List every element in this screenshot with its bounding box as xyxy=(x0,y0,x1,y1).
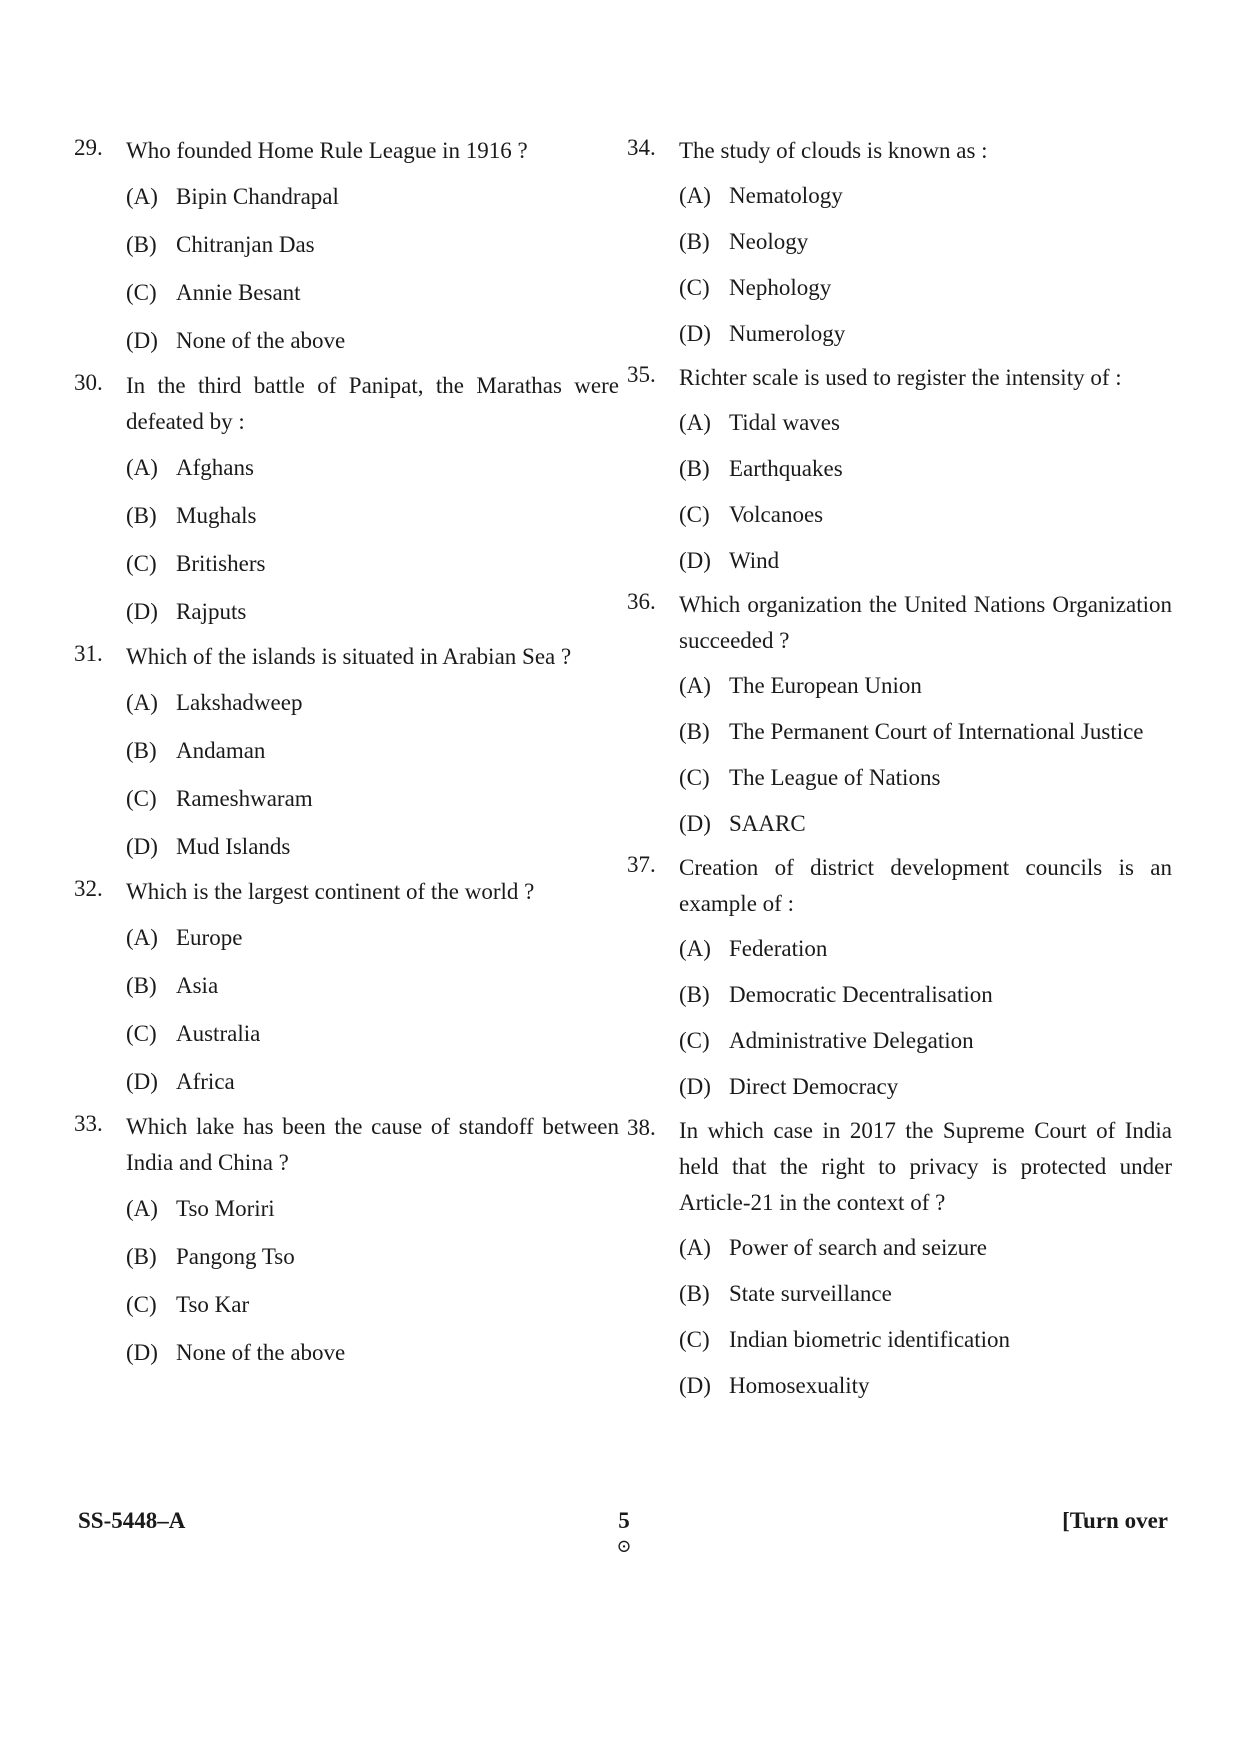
answer-option xyxy=(627,1064,1172,1110)
answer-option xyxy=(627,538,1172,584)
option-label: (B) xyxy=(126,503,157,528)
answer-option xyxy=(627,926,1172,972)
question-stem xyxy=(74,636,619,679)
option-label: (B) xyxy=(679,229,710,254)
question-number: 30. xyxy=(74,370,103,395)
answer-option xyxy=(74,1329,619,1377)
option-label: (A) xyxy=(679,183,711,208)
option-text: Afghans xyxy=(176,455,254,480)
question-text: The study of clouds is known as : xyxy=(679,138,988,163)
question-stem xyxy=(74,871,619,914)
question-number: 33. xyxy=(74,1111,103,1136)
option-label: (D) xyxy=(679,1074,711,1099)
question-36 xyxy=(627,584,1172,847)
question-stem xyxy=(627,1110,1172,1225)
question-number: 35. xyxy=(627,362,656,387)
question-number: 38. xyxy=(627,1115,656,1140)
option-label: (B) xyxy=(679,719,710,744)
question-stem xyxy=(74,365,619,444)
option-label: (C) xyxy=(679,1028,710,1053)
option-label: (C) xyxy=(126,280,157,305)
answer-option xyxy=(74,444,619,492)
option-label: (A) xyxy=(679,410,711,435)
question-number: 37. xyxy=(627,852,656,877)
option-label: (C) xyxy=(679,502,710,527)
option-label: (D) xyxy=(679,321,711,346)
question-31 xyxy=(74,636,619,871)
answer-option xyxy=(627,801,1172,847)
option-text: Andaman xyxy=(176,738,266,763)
option-text: Rajputs xyxy=(176,599,247,624)
option-text: Africa xyxy=(176,1069,235,1094)
question-number: 34. xyxy=(627,135,656,160)
answer-option xyxy=(627,492,1172,538)
question-stem xyxy=(74,130,619,173)
option-label: (A) xyxy=(679,936,711,961)
option-label: (D) xyxy=(679,1373,711,1398)
page-mark-icon: ⊙ xyxy=(616,1536,632,1556)
option-text: Democratic Decentralisation xyxy=(729,982,993,1007)
turn-over-note: [Turn over xyxy=(1062,1508,1168,1533)
answer-option xyxy=(627,219,1172,265)
option-label: (B) xyxy=(126,738,157,763)
option-text: State surveillance xyxy=(729,1281,892,1306)
option-label: (A) xyxy=(126,184,158,209)
option-label: (C) xyxy=(679,1327,710,1352)
option-text: Lakshadweep xyxy=(176,690,303,715)
option-text: Bipin Chandrapal xyxy=(176,184,339,209)
question-number: 31. xyxy=(74,641,103,666)
page-number: 5 xyxy=(618,1508,630,1533)
question-text: In which case in 2017 the Supreme Court of India held that the right to privacy is protected under Article-21 in the context of ? xyxy=(679,1118,1172,1215)
option-text: None of the above xyxy=(176,1340,346,1365)
question-stem xyxy=(74,1106,619,1185)
answer-option xyxy=(74,1233,619,1281)
option-text: Volcanoes xyxy=(729,502,824,527)
option-label: (D) xyxy=(126,599,158,624)
option-text: Tidal waves xyxy=(729,410,840,435)
option-text: The League of Nations xyxy=(729,765,941,790)
answer-option xyxy=(74,269,619,317)
answer-option xyxy=(627,755,1172,801)
option-label: (B) xyxy=(126,232,157,257)
option-label: (B) xyxy=(679,1281,710,1306)
option-label: (D) xyxy=(126,834,158,859)
answer-option xyxy=(627,1271,1172,1317)
answer-option xyxy=(74,221,619,269)
option-label: (D) xyxy=(126,1340,158,1365)
option-text: Pangong Tso xyxy=(176,1244,295,1269)
answer-option xyxy=(74,540,619,588)
option-text: Federation xyxy=(729,936,828,961)
answer-option xyxy=(74,823,619,871)
option-label: (D) xyxy=(679,548,711,573)
answer-option xyxy=(74,727,619,775)
question-text: Which of the islands is situated in Arabian Sea ? xyxy=(126,644,572,669)
option-text: Asia xyxy=(176,973,219,998)
option-label: (C) xyxy=(126,1021,157,1046)
question-text: In the third battle of Panipat, the Marathas were defeated by : xyxy=(126,373,619,434)
answer-option xyxy=(627,173,1172,219)
question-stem xyxy=(627,357,1172,400)
option-label: (C) xyxy=(679,275,710,300)
paper-code: SS-5448–A xyxy=(78,1508,186,1533)
option-text: Direct Democracy xyxy=(729,1074,899,1099)
question-stem xyxy=(627,847,1172,926)
answer-option xyxy=(74,1010,619,1058)
option-label: (D) xyxy=(126,1069,158,1094)
option-text: Annie Besant xyxy=(176,280,301,305)
answer-option xyxy=(627,972,1172,1018)
question-text: Richter scale is used to register the intensity of : xyxy=(679,365,1122,390)
answer-option xyxy=(627,1018,1172,1064)
option-text: Nematology xyxy=(729,183,843,208)
question-stem xyxy=(627,130,1172,173)
answer-option xyxy=(74,962,619,1010)
answer-option xyxy=(74,173,619,221)
question-number: 32. xyxy=(74,876,103,901)
answer-option xyxy=(627,663,1172,709)
option-text: Homosexuality xyxy=(729,1373,870,1398)
option-text: Wind xyxy=(729,548,780,573)
option-text: Tso Moriri xyxy=(176,1196,275,1221)
option-text: Power of search and seizure xyxy=(729,1235,987,1260)
question-text: Which lake has been the cause of standoff between India and China ? xyxy=(126,1114,619,1175)
option-label: (A) xyxy=(126,690,158,715)
option-label: (B) xyxy=(679,456,710,481)
option-text: Britishers xyxy=(176,551,266,576)
answer-option xyxy=(74,1185,619,1233)
answer-option xyxy=(74,588,619,636)
answer-option xyxy=(74,1281,619,1329)
answer-option xyxy=(74,317,619,365)
option-text: Europe xyxy=(176,925,243,950)
option-text: None of the above xyxy=(176,328,346,353)
answer-option xyxy=(627,446,1172,492)
option-text: Mud Islands xyxy=(176,834,291,859)
question-30 xyxy=(74,365,619,636)
option-label: (D) xyxy=(679,811,711,836)
option-text: Numerology xyxy=(729,321,846,346)
answer-option xyxy=(74,914,619,962)
question-32 xyxy=(74,871,619,1106)
option-label: (B) xyxy=(679,982,710,1007)
question-text: Who founded Home Rule League in 1916 ? xyxy=(126,138,528,163)
option-text: The Permanent Court of International Justice xyxy=(729,719,1144,744)
option-label: (C) xyxy=(679,765,710,790)
left-column xyxy=(74,130,619,1377)
option-label: (A) xyxy=(126,1196,158,1221)
option-label: (A) xyxy=(126,925,158,950)
option-label: (B) xyxy=(126,973,157,998)
option-label: (C) xyxy=(126,786,157,811)
option-text: Neology xyxy=(729,229,809,254)
option-text: Indian biometric identification xyxy=(729,1327,1011,1352)
option-text: Rameshwaram xyxy=(176,786,313,811)
option-label: (D) xyxy=(126,328,158,353)
question-34 xyxy=(627,130,1172,357)
answer-option xyxy=(74,679,619,727)
question-text: Which is the largest continent of the world ? xyxy=(126,879,535,904)
option-text: Chitranjan Das xyxy=(176,232,315,257)
answer-option xyxy=(627,265,1172,311)
right-column xyxy=(627,130,1172,1409)
question-33 xyxy=(74,1106,619,1377)
question-35 xyxy=(627,357,1172,584)
question-text: Which organization the United Nations Organization succeeded ? xyxy=(679,592,1172,653)
option-label: (C) xyxy=(126,551,157,576)
question-stem xyxy=(627,584,1172,663)
question-number: 29. xyxy=(74,135,103,160)
option-label: (A) xyxy=(679,673,711,698)
question-text: Creation of district development councils is an example of : xyxy=(679,855,1172,916)
answer-option xyxy=(627,1225,1172,1271)
option-text: Administrative Delegation xyxy=(729,1028,974,1053)
option-label: (A) xyxy=(126,455,158,480)
option-text: Mughals xyxy=(176,503,257,528)
answer-option xyxy=(627,1317,1172,1363)
option-text: Tso Kar xyxy=(176,1292,250,1317)
option-text: SAARC xyxy=(729,811,806,836)
option-text: Earthquakes xyxy=(729,456,843,481)
answer-option xyxy=(627,311,1172,357)
answer-option xyxy=(627,709,1172,755)
option-label: (A) xyxy=(679,1235,711,1260)
option-label: (B) xyxy=(126,1244,157,1269)
option-text: Australia xyxy=(176,1021,261,1046)
option-text: Nephology xyxy=(729,275,832,300)
answer-option xyxy=(74,1058,619,1106)
question-38 xyxy=(627,1110,1172,1409)
option-text: The European Union xyxy=(729,673,922,698)
question-number: 36. xyxy=(627,589,656,614)
answer-option xyxy=(627,400,1172,446)
answer-option xyxy=(74,492,619,540)
option-label: (C) xyxy=(126,1292,157,1317)
answer-option xyxy=(74,775,619,823)
answer-option xyxy=(627,1363,1172,1409)
question-37 xyxy=(627,847,1172,1110)
question-29 xyxy=(74,130,619,365)
